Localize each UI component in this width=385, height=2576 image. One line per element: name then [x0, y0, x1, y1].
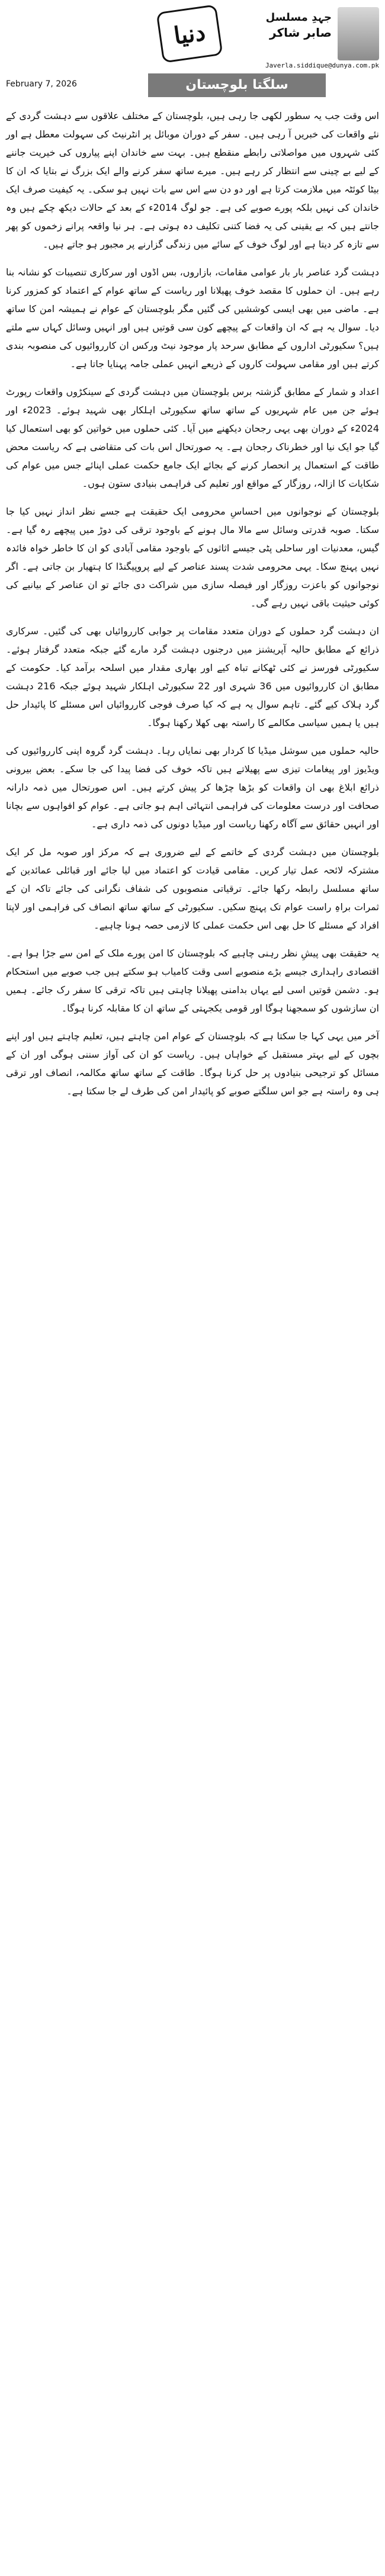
- column-name: جہدِ مسلسل: [265, 11, 332, 24]
- article-date: February 7, 2026: [6, 79, 77, 89]
- article-paragraph: بلوچستان میں دہشت گردی کے خاتمے کے لیے ضروری ہے کہ مرکز اور صوبہ مل کر ایک مشترکہ لائحہ عمل تیار کریں۔ مقامی قیادت کو اعتماد میں لیا جائے اور قبائلی عمائدین کے ساتھ مسلسل رابطہ رکھا جائے۔ ترقیاتی منصوبوں کی شفاف نگرانی کی جائے تاکہ ان کے ثمرات براہِ راست عوام تک پہنچ سکیں۔ سکیورٹی کے ساتھ ساتھ انصاف کی فراہمی اور لاپتا افراد کے مسئلے کا حل بھی اس حکمت عملی کا لازمی حصہ ہونا چاہیے۔: [6, 846, 379, 931]
- newspaper-logo: [148, 7, 231, 60]
- article-paragraph: یہ حقیقت بھی پیشِ نظر رہنی چاہیے کہ بلوچستان کا امن پورے ملک کے امن سے جڑا ہوا ہے۔ اقتصادی راہداری جیسے بڑے منصوبے اسی وقت کامیاب ہو سکتے ہیں جب صوبے میں استحکام ہو۔ دشمن قوتیں اسی لیے یہاں بدامنی پھیلانا چاہتی ہیں تاکہ ترقی کا سفر رک جائے۔ ہمیں ان سازشوں کو سمجھنا ہوگا اور قومی یکجہتی کے ساتھ ان کا مقابلہ کرنا ہوگا۔: [6, 947, 379, 1014]
- article-paragraph: اس وقت جب یہ سطور لکھی جا رہی ہیں، بلوچستان کے مختلف علاقوں سے دہشت گردی کے نئے واقعات کی خبریں آ رہی ہیں۔ سفر کے دوران موبائل پر انٹرنیٹ کی سہولت معطل ہے اور کئی شہروں میں مواصلاتی رابطے منقطع ہیں۔ بہت سے خاندان اپنے پیاروں کی خیریت جاننے کے لیے بے چینی سے انتظار کر رہے ہیں۔ میرے ساتھ سفر کرنے والے ایک بزرگ نے بتایا کہ ان کا بیٹا کوئٹہ میں ملازمت کرتا ہے اور دو دن سے اس سے بات نہیں ہو سکی۔ یہ کیفیت صرف ایک خاندان کی نہیں بلکہ پورے صوبے کی ہے۔ جو لوگ 2014ء کے بعد کے حالات دیکھ چکے ہیں وہ جانتے ہیں کہ بے یقینی کی یہ فضا کتنی تکلیف دہ ہوتی ہے۔ ہر نیا واقعہ پرانے زخموں کو پھر سے تازہ کر دیتا ہے اور لوگ خوف کے سائے میں زندگی گزارنے پر مجبور ہو جاتے ہیں۔: [6, 110, 380, 250]
- article-paragraph: حالیہ حملوں میں سوشل میڈیا کا کردار بھی نمایاں رہا۔ دہشت گرد گروہ اپنی کارروائیوں کی ویڈیوز اور پیغامات تیزی سے پھیلاتے ہیں تاکہ خوف کی فضا پیدا کی جا سکے۔ بعض بیرونی ذرائع ابلاغ بھی ان واقعات کو بڑھا چڑھا کر پیش کرتے ہیں۔ اس صورتحال میں ذمہ دارانہ صحافت اور درست معلومات کی فراہمی انتہائی اہم ہو جاتی ہے۔ عوام کو افواہوں سے بچانا اور انہیں حقائق سے آگاہ رکھنا ریاست اور میڈیا دونوں کی ذمہ داری ہے۔: [6, 745, 379, 830]
- article-paragraph: ان دہشت گرد حملوں کے دوران متعدد مقامات پر جوابی کارروائیاں بھی کی گئیں۔ سرکاری ذرائع کے مطابق حالیہ آپریشنز میں درجنوں دہشت گرد مارے گئے جبکہ متعدد گرفتار ہوئے۔ سکیورٹی فورسز نے کئی ٹھکانے تباہ کیے اور بھاری مقدار میں اسلحہ برآمد کیا۔ حکومت کے مطابق ان کارروائیوں میں 36 شہری اور 22 سکیورٹی اہلکار شہید ہوئے جبکہ 216 دہشت گرد ہلاک کیے گئے۔ تاہم سوال یہ ہے کہ کیا صرف فوجی کارروائیاں اس مسئلے کا پائیدار حل ہیں یا ہمیں سیاسی مکالمے کا راستہ بھی کھلا رکھنا ہوگا۔: [6, 625, 380, 728]
- article-paragraph: بلوچستان کے نوجوانوں میں احساسِ محرومی ایک حقیقت ہے جسے نظر انداز نہیں کیا جا سکتا۔ صوبہ قدرتی وسائل سے مالا مال ہونے کے باوجود ترقی کی دوڑ میں پیچھے رہ گیا ہے۔ گیس، معدنیات اور ساحلی پٹی جیسے اثاثوں کے باوجود مقامی آبادی کو ان کا خاطر خواہ فائدہ نہیں پہنچ سکا۔ یہی محرومی شدت پسند عناصر کے لیے پروپیگنڈا کا ہتھیار بن جاتی ہے۔ اگر نوجوانوں کو باعزت روزگار اور فیصلہ سازی میں شراکت دی جائے تو ان عناصر کے بیانیے کی کوئی حیثیت باقی نہیں رہے گی۔: [6, 506, 379, 609]
- article-paragraph: دہشت گرد عناصر بار بار عوامی مقامات، بازاروں، بس اڈوں اور سرکاری تنصیبات کو نشانہ بنا رہے ہیں۔ ان حملوں کا مقصد خوف پھیلانا اور ریاست کے ساتھ عوام کے اعتماد کو کمزور کرنا ہے۔ ماضی میں بھی ایسی کوششیں کی گئیں مگر بلوچستان کے عوام نے ہمیشہ امن کا ساتھ دیا۔ سوال یہ ہے کہ ان واقعات کے پیچھے کون سی قوتیں ہیں اور انہیں وسائل کہاں سے ملتے ہیں؟ سکیورٹی اداروں کے مطابق سرحد پار موجود نیٹ ورکس ان کارروائیوں کی منصوبہ بندی کرتے ہیں اور مقامی سہولت کاروں کے ذریعے انہیں عملی جامہ پہنایا جاتا ہے۔: [6, 266, 379, 370]
- author-name: صابر شاکر: [270, 25, 332, 40]
- article-paragraph: آخر میں یہی کہا جا سکتا ہے کہ بلوچستان کے عوام امن چاہتے ہیں، تعلیم چاہتے ہیں اور اپنے بچوں کے لیے بہتر مستقبل کے خواہاں ہیں۔ ریاست کو ان کی آواز سننی ہوگی اور ان کے مسائل کو ترجیحی بنیادوں پر حل کرنا ہوگا۔ طاقت کے ساتھ ساتھ مکالمہ، انصاف اور ترقی ہی وہ راستہ ہے جو اس سلگتے صوبے کو پائیدار امن کی طرف لے جا سکتا ہے۔: [6, 1030, 379, 1097]
- article-paragraph: اعداد و شمار کے مطابق گزشتہ برس بلوچستان میں دہشت گردی کے سینکڑوں واقعات رپورٹ ہوئے جن میں عام شہریوں کے ساتھ ساتھ سکیورٹی اہلکار بھی شہید ہوئے۔ 2023ء اور 2024ء کے دوران بھی یہی رجحان دیکھنے میں آیا۔ کئی حملوں میں خواتین کو بھی استعمال کیا گیا جو ایک نیا اور خطرناک رجحان ہے۔ یہ صورتحال اس بات کی متقاضی ہے کہ ریاست محض طاقت کے استعمال پر انحصار کرنے کے بجائے ایک جامع حکمت عملی اپنائے جس میں عوام کی شکایات کا ازالہ، روزگار کے مواقع اور تعلیم کی فراہمی بنیادی ستون ہوں۔: [6, 386, 379, 489]
- logo-mark: دنیا: [156, 4, 223, 63]
- author-photo: [338, 7, 379, 60]
- author-email[interactable]: Javerla.siddique@dunya.com.pk: [265, 62, 379, 69]
- article-title: سلگتا بلوچستان: [148, 73, 326, 97]
- article-body: [6, 107, 379, 1110]
- masthead: [0, 0, 385, 71]
- author-block: [243, 11, 332, 40]
